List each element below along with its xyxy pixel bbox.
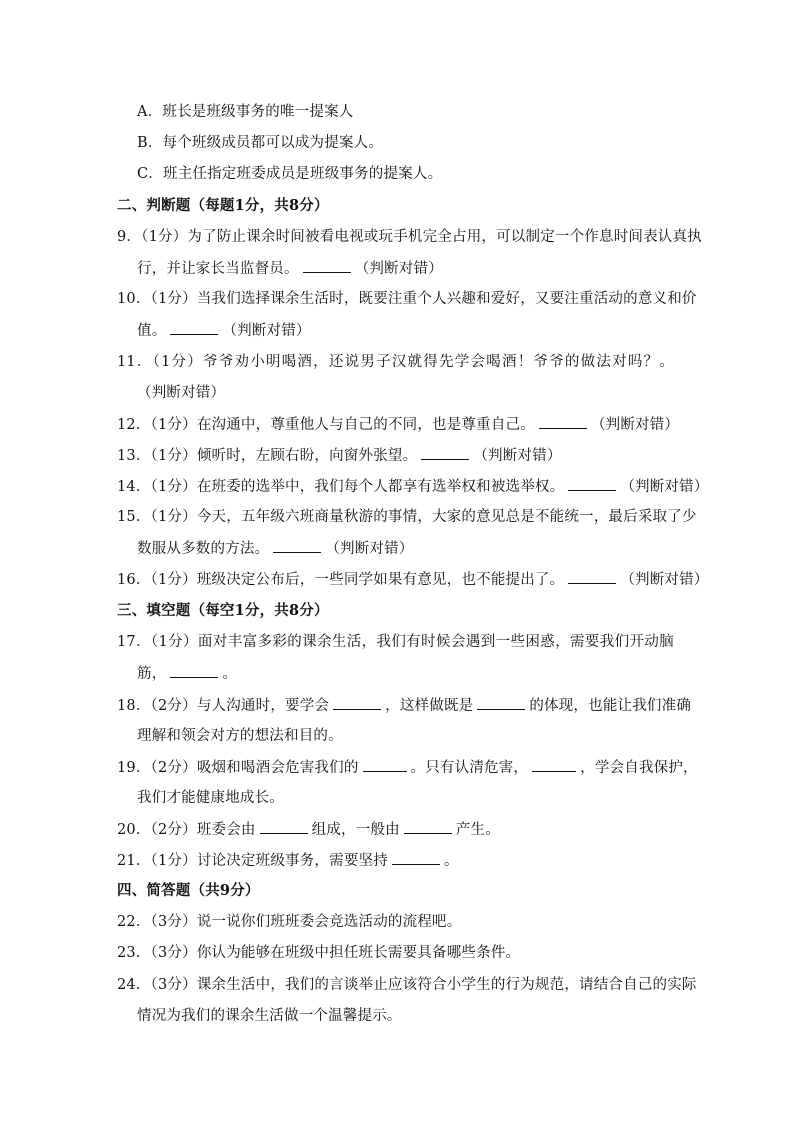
answer-blank[interactable] bbox=[532, 757, 576, 772]
question-21: 21．（1分）讨论决定班级事务，需要坚持 。 bbox=[117, 850, 459, 871]
question-22: 22．（3分）说一说你们班班委会竞选活动的流程吧。 bbox=[117, 914, 462, 930]
section-short-answer-title: 四、简答题（共9分） bbox=[117, 882, 260, 899]
answer-blank[interactable] bbox=[568, 476, 616, 491]
question-16: 16．（1分）班级决定公布后，一些同学如果有意见，也不能提出了。 （判断对错） bbox=[117, 569, 709, 590]
answer-blank[interactable] bbox=[170, 663, 218, 678]
question-17-line2: 筋， 。 bbox=[137, 663, 237, 684]
question-19-line2: 我们才能健康地成长。 bbox=[137, 790, 284, 806]
answer-blank[interactable] bbox=[303, 258, 351, 273]
question-9-line1: 9．（1分）为了防止课余时间被看电视或玩手机完全占用，可以制定一个作息时间表认真执 bbox=[117, 229, 702, 245]
section-fill-title: 三、填空题（每空1分，共8分） bbox=[117, 602, 329, 619]
option-a: A．班长是班级事务的唯一提案人 bbox=[137, 104, 354, 120]
question-18-line2: 理解和领会对方的想法和目的。 bbox=[137, 728, 343, 744]
question-10-line2: 值。 （判断对错） bbox=[137, 320, 311, 341]
question-19-line1: 19．（2分）吸烟和喝酒会危害我们的 。只有认清危害， ，学会自我保护， bbox=[117, 757, 698, 778]
answer-blank[interactable] bbox=[568, 569, 616, 584]
answer-blank[interactable] bbox=[392, 850, 440, 865]
question-18-line1: 18．（2分）与人沟通时，要学会 ，这样做既是 的体现，也能让我们准确 bbox=[117, 695, 691, 716]
question-12: 12．（1分）在沟通中，尊重他人与自己的不同，也是尊重自己。 （判断对错） bbox=[117, 414, 679, 435]
option-c: C．班主任指定班委成员是班级事务的提案人。 bbox=[137, 166, 443, 182]
section-judgement-title: 二、判断题（每题1分，共8分） bbox=[117, 197, 329, 214]
answer-blank[interactable] bbox=[477, 695, 525, 710]
question-24-line1: 24．（3分）课余生活中，我们的言谈举止应该符合小学生的行为规范，请结合自己的实际 bbox=[117, 977, 697, 993]
question-11-line1: 11．（1分）爷爷劝小明喝酒，还说男子汉就得先学会喝酒！爷爷的做法对吗？。 bbox=[117, 354, 674, 370]
question-17-line1: 17．（1分）面对丰富多彩的课余生活，我们有时候会遇到一些困惑，需要我们开动脑 bbox=[117, 634, 674, 650]
answer-blank[interactable] bbox=[273, 538, 321, 553]
question-20: 20．（2分）班委会由 组成，一般由 产生。 bbox=[117, 819, 500, 840]
answer-blank[interactable] bbox=[539, 414, 587, 429]
question-24-line2: 情况为我们的课余生活做一个温馨提示。 bbox=[137, 1008, 402, 1024]
question-11-line2: （判断对错） bbox=[137, 385, 226, 401]
question-15-line2: 数服从多数的方法。 （判断对错） bbox=[137, 538, 414, 559]
question-23: 23．（3分）你认为能够在班级中担任班长需要具备哪些条件。 bbox=[117, 945, 521, 961]
answer-blank[interactable] bbox=[333, 695, 381, 710]
answer-blank[interactable] bbox=[170, 320, 218, 335]
question-14: 14．（1分）在班委的选举中，我们每个人都享有选举权和被选举权。 （判断对错） bbox=[117, 476, 709, 497]
question-10-line1: 10．（1分）当我们选择课余生活时，既要注重个人兴趣和爱好，又要注重活动的意义和价 bbox=[117, 291, 697, 307]
question-15-line1: 15．（1分）今天，五年级六班商量秋游的事情，大家的意见总是不能统一，最后采取了少 bbox=[117, 509, 697, 525]
answer-blank[interactable] bbox=[260, 819, 308, 834]
answer-blank[interactable] bbox=[421, 445, 469, 460]
question-13: 13．（1分）倾听时，左顾右盼，向窗外张望。 （判断对错） bbox=[117, 445, 562, 466]
question-9-line2: 行，并让家长当监督员。 （判断对错） bbox=[137, 258, 443, 279]
answer-blank[interactable] bbox=[363, 757, 407, 772]
answer-blank[interactable] bbox=[404, 819, 452, 834]
option-b: B．每个班级成员都可以成为提案人。 bbox=[137, 135, 384, 151]
